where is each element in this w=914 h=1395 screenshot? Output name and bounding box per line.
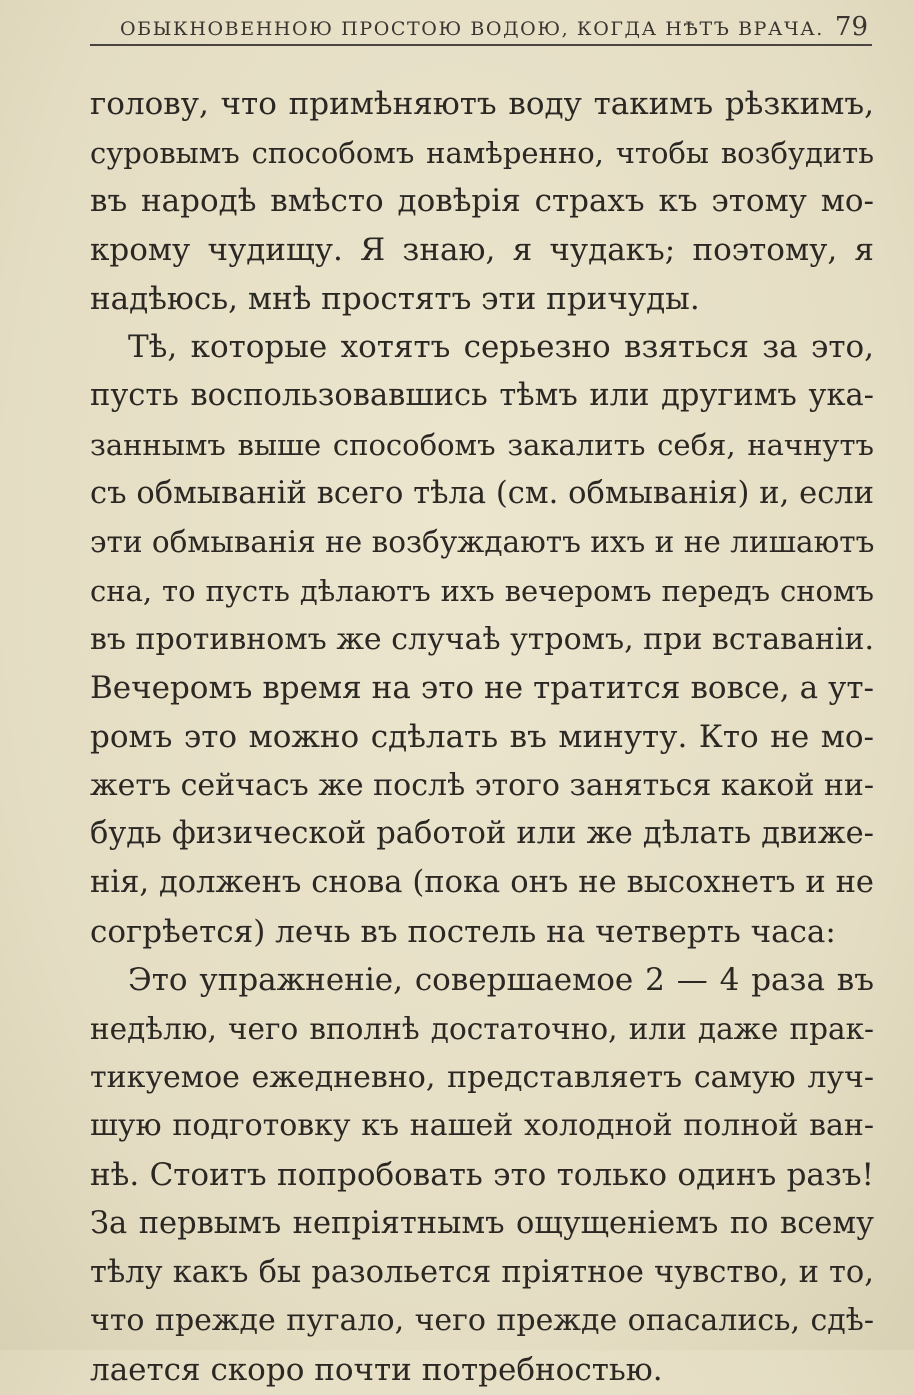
text-line: въ противномъ же случаѣ утромъ, при вставаніи.	[90, 621, 874, 657]
text-line: пусть воспользовавшись тѣмъ или другимъ ука-	[90, 378, 874, 414]
text-line: эти обмыванія не возбуждаютъ ихъ и не лишаютъ	[90, 525, 875, 560]
text-line: сна, то пусть дѣлаютъ ихъ вечеромъ передъ сномъ	[90, 573, 874, 608]
text-line: Вечеромъ время на это не тратится вовсе, а ут-	[90, 670, 874, 707]
text-line: нѣ. Стоитъ попробовать это только одинъ разъ!	[90, 1157, 874, 1194]
running-title: ОБЫКНОВЕННОЮ ПРОСТОЮ ВОДОЮ, КОГДА НѢТЪ ВРАЧА.	[120, 18, 824, 40]
text-line: тѣлу какъ бы разольется пріятное чувство, и то,	[90, 1254, 874, 1290]
text-line: жетъ сейчасъ же послѣ этого заняться какой ни-	[90, 767, 874, 803]
text-line: Тѣ, которые хотятъ серьезно взяться за это,	[128, 329, 874, 366]
text-line: Это упражненіе, совершаемое 2 — 4 раза въ	[128, 962, 874, 999]
text-line: съ обмываній всего тѣла (см. обмыванія) и, если	[90, 475, 874, 511]
running-header	[90, 10, 872, 46]
text-line: что прежде пугало, чего прежде опасались, сдѣ-	[90, 1303, 874, 1339]
text-line: крому чудищу. Я знаю, я чудакъ; поэтому, я	[90, 232, 874, 269]
text-line: надѣюсь, мнѣ простятъ эти причуды.	[90, 280, 700, 317]
text-line: За первымъ непріятнымъ ощущеніемъ по всему	[90, 1205, 874, 1241]
text-line: голову, что примѣняютъ воду такимъ рѣзкимъ,	[90, 86, 874, 122]
body-text	[90, 80, 874, 1395]
text-line: шую подготовку къ нашей холодной полной ван-	[90, 1108, 874, 1144]
text-line: ромъ это можно сдѣлать въ минуту. Кто не мо-	[90, 718, 874, 755]
text-line: недѣлю, чего вполнѣ достаточно, или даже прак-	[90, 1012, 874, 1047]
text-line: заннымъ выше способомъ закалить себя, начнутъ	[90, 427, 874, 462]
text-line: тикуемое ежедневно, представляетъ самую луч-	[90, 1059, 874, 1095]
text-line: нія, долженъ снова (пока онъ не высохнетъ и не	[90, 865, 874, 900]
text-line: въ народѣ вмѣсто довѣрія страхъ къ этому мо-	[90, 183, 874, 220]
text-line: суровымъ способомъ намѣренно, чтобы возбудить	[90, 135, 874, 170]
text-line: будь физической работой или же дѣлать движе-	[90, 816, 874, 852]
page-number: 79	[834, 12, 868, 42]
text-line: согрѣется) лечь въ постель на четверть часа:	[90, 913, 836, 950]
text-line: лается скоро почти потребностью.	[90, 1351, 663, 1388]
